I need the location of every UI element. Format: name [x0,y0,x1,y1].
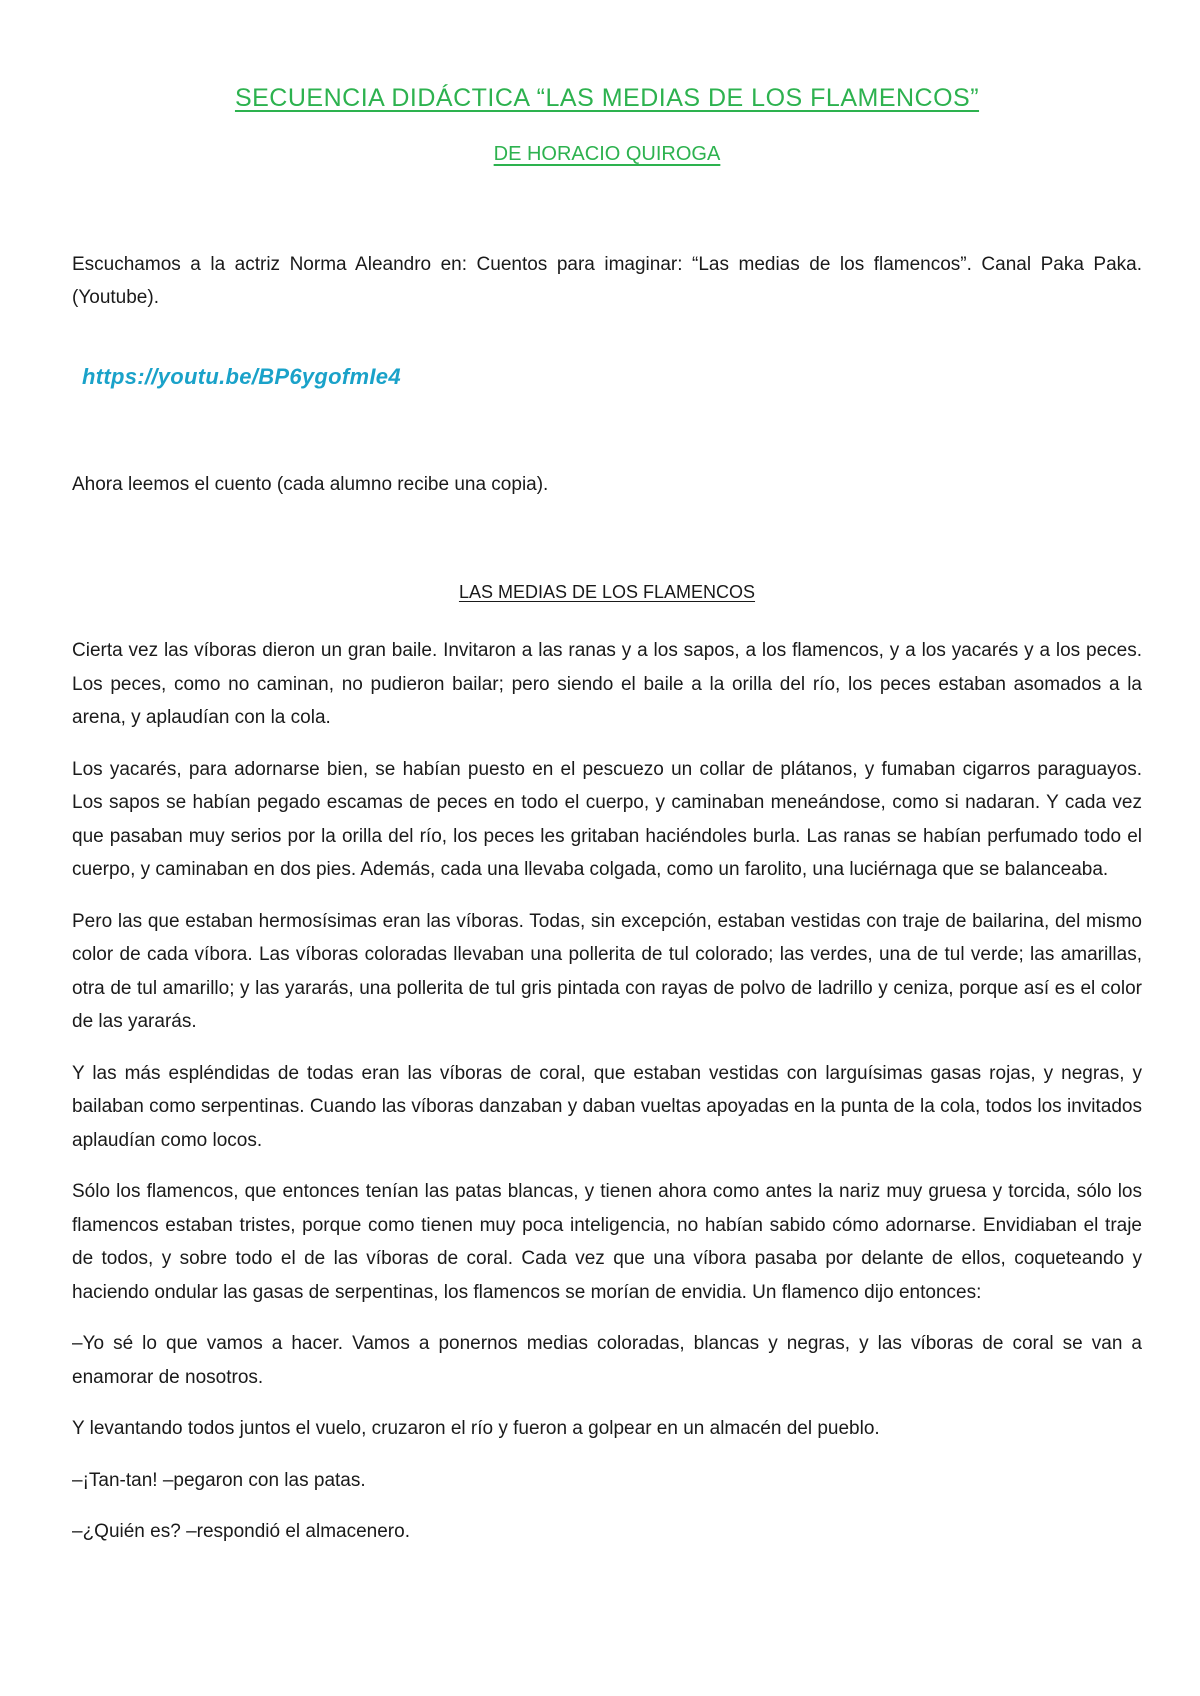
story-paragraph: Sólo los flamencos, que entonces tenían las patas blancas, y tienen ahora como antes la nariz muy gruesa y torcida, sólo los flamencos estaban tristes, porque como tienen muy poca inteligencia, no habían sabido cómo adornarse. Envidiaban el traje de todos, y sobre todo el de las víboras de coral. Cada vez que una víbora pasaba por delante de ellos, coqueteando y haciendo ondular las gasas de serpentinas, los flamencos se morían de envidia. Un flamenco dijo entonces: [72,1181,1142,1303]
story-paragraph: –¿Quién es? –respondió el almacenero. [72,1521,410,1542]
story-paragraph: Y levantando todos juntos el vuelo, cruzaron el río y fueron a golpear en un almacén del pueblo. [72,1418,880,1439]
story-paragraph: –Yo sé lo que vamos a hacer. Vamos a ponernos medias coloradas, blancas y negras, y las víboras de coral se van a enamorar de nosotros. [72,1333,1142,1388]
story-paragraph: Los yacarés, para adornarse bien, se habían puesto en el pescuezo un collar de plátanos, y fumaban cigarros paraguayos. Los sapos se habían pegado escamas de peces en todo el cuerpo, y caminaban meneándose, como si nadaran. Y cada vez que pasaban muy serios por la orilla del río, los peces les gritaban haciéndoles burla. Las ranas se habían perfumado todo el cuerpo, y caminaban en dos pies. Además, cada una llevaba colgada, como un farolito, una luciérnaga que se balanceaba. [72,758,1142,880]
story-body [72,634,1142,1567]
document-title: SECUENCIA DIDÁCTICA “LAS MEDIAS DE LOS FLAMENCOS” [234,84,980,112]
document-subtitle: DE HORACIO QUIROGA [493,143,721,165]
instruction-paragraph: Ahora leemos el cuento (cada alumno recibe una copia). [72,474,549,495]
story-title: LAS MEDIAS DE LOS FLAMENCOS [458,582,756,602]
story-paragraph: Cierta vez las víboras dieron un gran baile. Invitaron a las ranas y a los sapos, a los flamencos, y a los yacarés y a los peces. Los peces, como no caminan, no pudieron bailar; pero siendo el baile a la orilla del río, los peces estaban asomados a la arena, y aplaudían con la cola. [72,640,1142,728]
youtube-link[interactable]: https://youtu.be/BP6ygofmIe4 [82,364,401,389]
intro-paragraph: Escuchamos a la actriz Norma Aleandro en: Cuentos para imaginar: “Las medias de los flamencos”. Canal Paka Paka. (Youtube). [72,254,1142,308]
story-paragraph: Y las más espléndidas de todas eran las víboras de coral, que estaban vestidas con larguísimas gasas rojas, y negras, y bailaban como serpentinas. Cuando las víboras danzaban y daban vueltas apoyadas en la punta de la cola, todos los invitados aplaudían como locos. [72,1062,1142,1151]
story-paragraph: Pero las que estaban hermosísimas eran las víboras. Todas, sin excepción, estaban vestidas con traje de bailarina, del mismo color de cada víbora. Las víboras coloradas llevaban una pollerita de tul colorado; las verdes, una de tul verde; las amarillas, otra de tul amarillo; y las yararás, una pollerita de tul gris pintada con rayas de polvo de ladrillo y ceniza, porque así es el color de las yararás. [72,910,1142,1032]
story-paragraph: –¡Tan-tan! –pegaron con las patas. [72,1469,366,1491]
